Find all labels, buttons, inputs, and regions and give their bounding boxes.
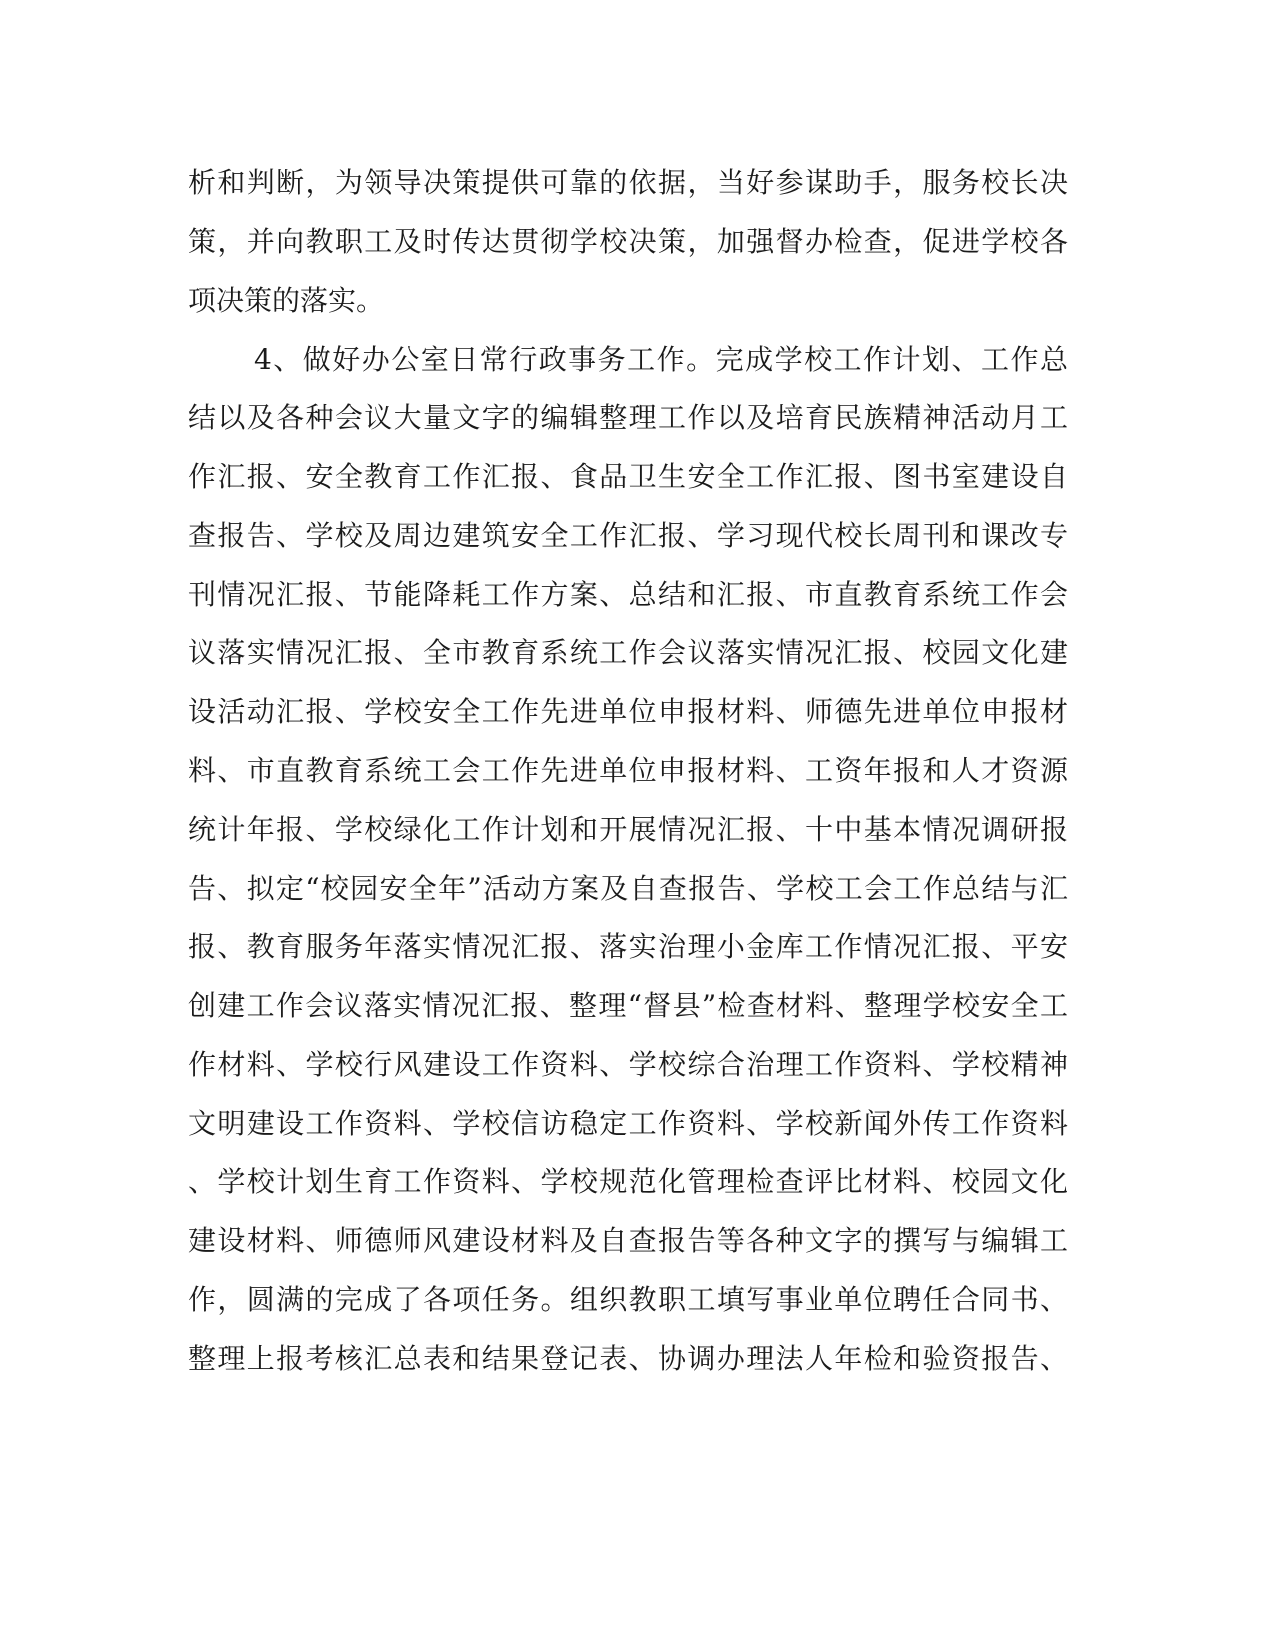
text-line-10: 设活动汇报、学校安全工作先进单位申报材料、师德先进单位申报材 <box>188 695 1068 728</box>
text-line-19: 建设材料、师德师风建设材料及自查报告等各种文字的撰写与编辑工 <box>188 1224 1068 1257</box>
text-line-12: 统计年报、学校绿化工作计划和开展情况汇报、十中基本情况调研报 <box>188 813 1068 846</box>
text-line-15: 创建工作会议落实情况汇报、整理“督县”检查材料、整理学校安全工 <box>188 989 1068 1022</box>
text-line-13: 告、拟定“校园安全年”活动方案及自查报告、学校工会工作总结与汇 <box>188 872 1068 905</box>
text-line-16: 作材料、学校行风建设工作资料、学校综合治理工作资料、学校精神 <box>188 1048 1068 1081</box>
text-line-8: 刊情况汇报、节能降耗工作方案、总结和汇报、市直教育系统工作会 <box>188 578 1068 611</box>
text-line-17: 文明建设工作资料、学校信访稳定工作资料、学校新闻外传工作资料 <box>188 1107 1068 1140</box>
text-line-18: 、学校计划生育工作资料、学校规范化管理检查评比材料、校园文化 <box>188 1165 1068 1198</box>
text-line-4: 4、做好办公室日常行政事务工作。完成学校工作计划、工作总 <box>254 343 1068 376</box>
text-line-14: 报、教育服务年落实情况汇报、落实治理小金库工作情况汇报、平安 <box>188 930 1068 963</box>
text-line-20: 作，圆满的完成了各项任务。组织教职工填写事业单位聘任合同书、 <box>188 1283 1068 1316</box>
text-line-3: 项决策的落实。 <box>188 284 385 317</box>
text-line-21: 整理上报考核汇总表和结果登记表、协调办理法人年检和验资报告、 <box>188 1342 1068 1375</box>
text-line-9: 议落实情况汇报、全市教育系统工作会议落实情况汇报、校园文化建 <box>188 636 1068 669</box>
text-line-11: 料、市直教育系统工会工作先进单位申报材料、工资年报和人才资源 <box>188 754 1068 787</box>
text-line-6: 作汇报、安全教育工作汇报、食品卫生安全工作汇报、图书室建设自 <box>188 460 1068 493</box>
text-line-2: 策，并向教职工及时传达贯彻学校决策，加强督办检查，促进学校各 <box>188 225 1068 258</box>
text-line-1: 析和判断，为领导决策提供可靠的依据，当好参谋助手，服务校长决 <box>188 166 1068 199</box>
text-line-7: 查报告、学校及周边建筑安全工作汇报、学习现代校长周刊和课改专 <box>188 519 1068 552</box>
text-line-5: 结以及各种会议大量文字的编辑整理工作以及培育民族精神活动月工 <box>188 401 1068 434</box>
